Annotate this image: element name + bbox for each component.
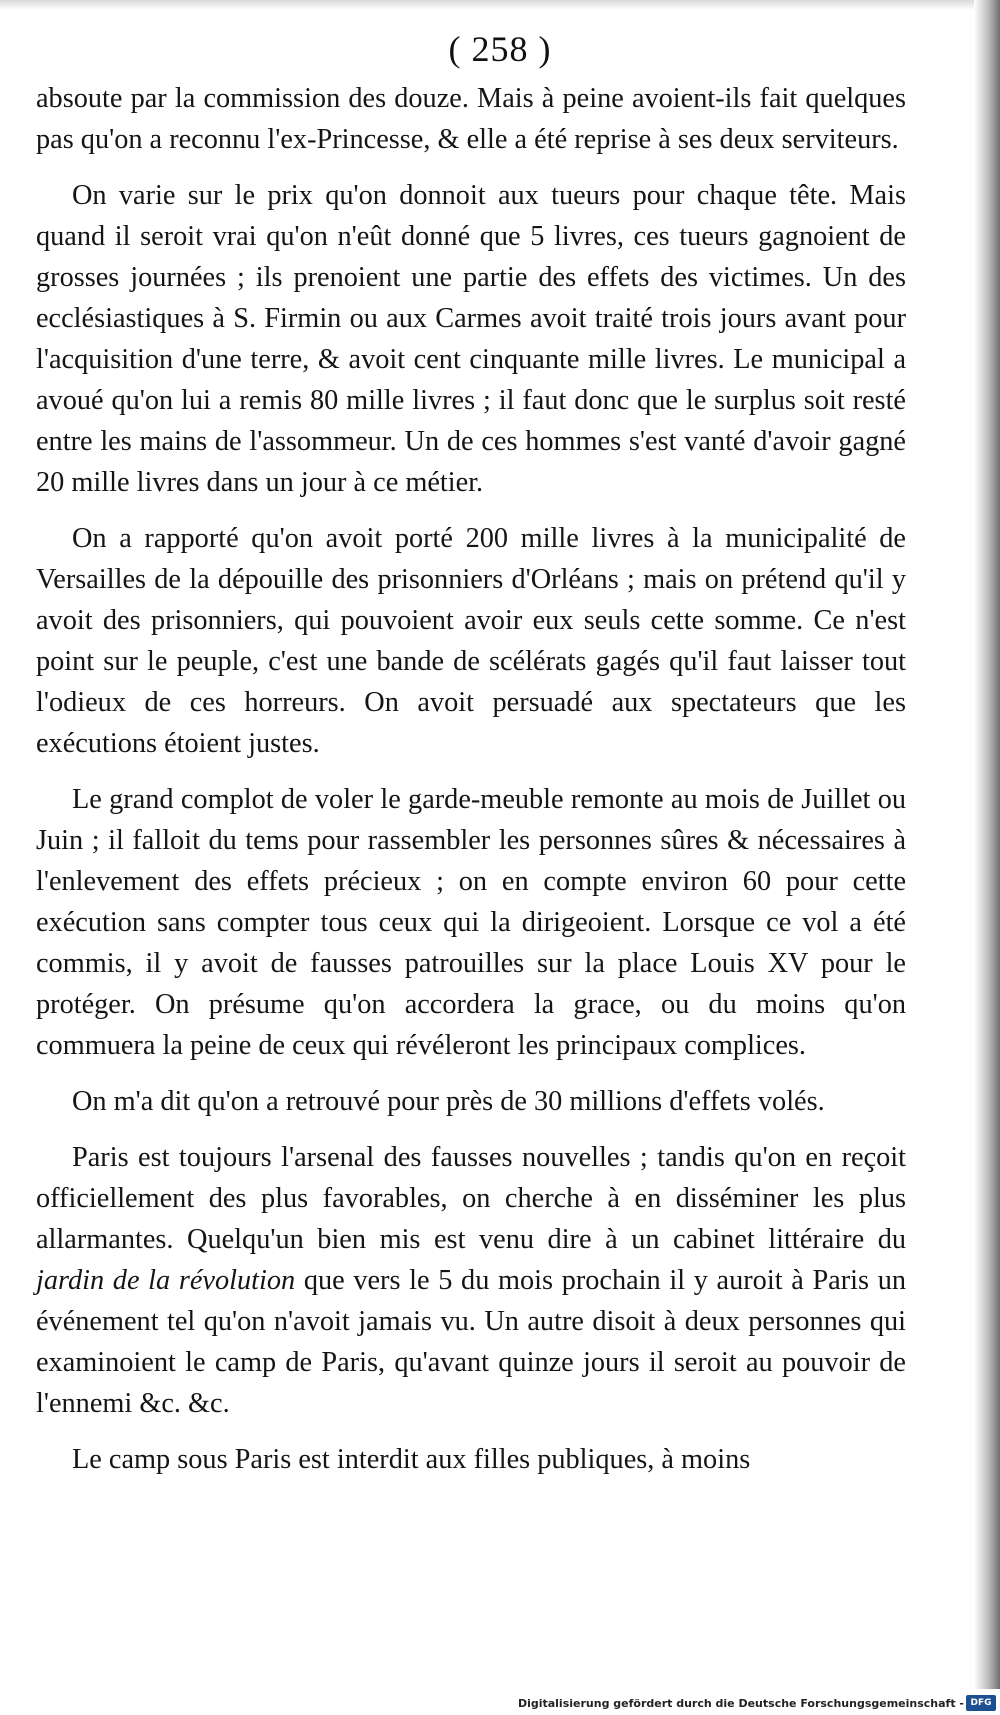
page-edge-shadow — [974, 0, 1000, 1715]
paragraph-4: Le grand complot de voler le garde-meuble remonte au mois de Juillet ou Juin ; il falloit du tems pour rassembler les personnes sûres & nécessaires à l'enlevement des effets précieux ; on en compte environ 60 pour cette exécution sans compter tous ceux qui la dirigeoient. Lorsque ce vol a été commis, il y avoit de fausses patrouilles sur la place Louis XV pour le protéger. On présume qu'on accordera la grace, ou du moins qu'on commuera la peine de ceux qui révéleront les principaux complices. — [36, 784, 906, 1061]
paragraph-1: absoute par la commission des douze. Mais à peine avoient-ils fait quelques pas qu'on a reconnu l'ex-Princesse, & elle a été reprise à ses deux serviteurs. — [36, 83, 906, 155]
paragraph-7: Le camp sous Paris est interdit aux filles publiques, à moins — [72, 1444, 751, 1475]
dfg-logo-icon: DFG — [966, 1695, 996, 1711]
page-number: ( 258 ) — [448, 29, 552, 69]
paragraph-6 — [36, 1137, 906, 1424]
footer — [0, 1689, 1000, 1715]
scan-edge — [0, 0, 1000, 10]
paragraph-3: On a rapporté qu'on avoit porté 200 mille livres à la municipalité de Versailles de la dépouille des prisonniers d'Orléans ; mais on prétend qu'il y avoit des prisonniers, qui pouvoient avoir eux seuls cette somme. Ce n'est point sur le peuple, c'est une bande de scélérats gagés qu'il faut laisser tout l'odieux de ces horreurs. On avoit persuadé aux spectateurs que les exécutions étoient justes. — [36, 523, 906, 759]
paragraph-5: On m'a dit qu'on a retrouvé pour près de 30 millions d'effets volés. — [72, 1086, 825, 1117]
paragraph-2: On varie sur le prix qu'on donnoit aux tueurs pour chaque tête. Mais quand il seroit vrai qu'on n'eût donné que 5 livres, ces tueurs gagnoient de grosses journées ; ils prenoient une partie des effets des victimes. Un des ecclésiastiques à S. Firmin ou aux Carmes avoit traité trois jours avant pour l'acquisition d'une terre, & avoit cent cinquante mille livres. Le municipal a avoué qu'on lui a remis 80 mille livres ; il faut donc que le surplus soit resté entre les mains de l'assommeur. Un de ces hommes s'est vanté d'avoir gagné 20 mille livres dans un jour à ce métier. — [36, 180, 906, 498]
body-text — [36, 78, 906, 1480]
paragraph-6-italic-phrase: jardin de la révolution — [36, 1265, 296, 1296]
paragraph-6-text-after: que vers le 5 du mois prochain il y auroit à Paris un événement tel qu'on n'avoit jamais vu. Un autre disoit à deux personnes qui examinoient le camp de Paris, qu'avant quinze jours il seroit au pouvoir de l'ennemi &c. &c. — [36, 1265, 906, 1419]
funding-notice: Digitalisierung gefördert durch die Deutsche Forschungsgemeinschaft - — [517, 1697, 964, 1710]
paragraph-6-text-before: Paris est toujours l'arsenal des fausses nouvelles ; tandis qu'on en reçoit officiellement des plus favorables, on cherche à en disséminer les plus allarmantes. Quelqu'un bien mis est venu dire à un cabinet littéraire du — [36, 1142, 906, 1255]
